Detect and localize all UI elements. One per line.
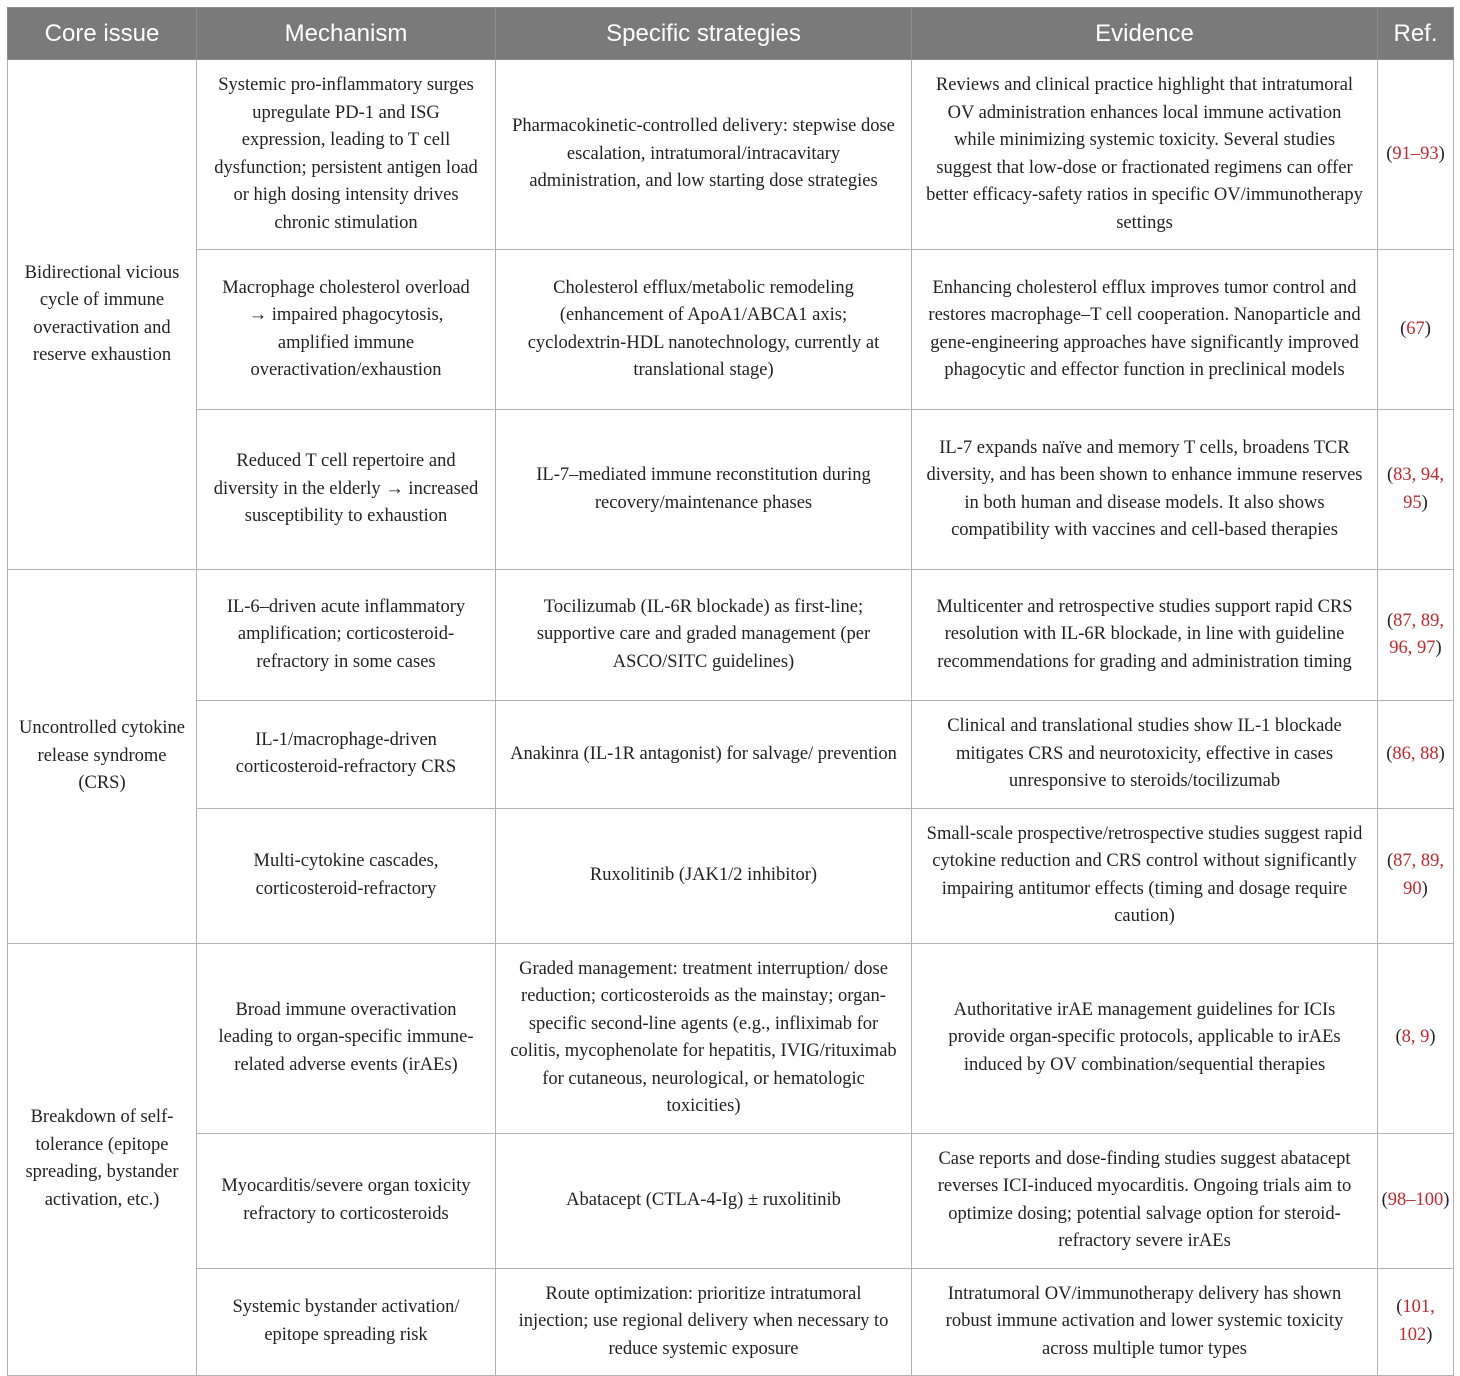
- table-row: [8, 943, 1454, 1133]
- core-issue-cell: Bidirectional vicious cycle of immune overactivation and reserve exhaustion: [8, 60, 197, 570]
- mechanism-cell: Broad immune overactivation leading to organ-specific immune-related adverse events (irAEs): [197, 943, 496, 1133]
- mechanism-cell: Systemic bystander activation/ epitope spreading risk: [197, 1268, 496, 1376]
- ref-cell: [1378, 410, 1454, 570]
- ref-close: ): [1438, 743, 1445, 764]
- strategy-cell: Route optimization: prioritize intratumoral injection; use regional delivery when necessary to reduce systemic exposure: [496, 1268, 912, 1376]
- ref-cell: [1378, 808, 1454, 943]
- ref-close: ): [1438, 143, 1445, 164]
- strategy-cell: Tocilizumab (IL-6R blockade) as first-line; supportive care and graded management (per ASCO/SITC guidelines): [496, 570, 912, 701]
- mechanism-cell: Myocarditis/severe organ toxicity refractory to corticosteroids: [197, 1133, 496, 1268]
- ref-cell: [1378, 1133, 1454, 1268]
- header-evidence: Evidence: [912, 8, 1378, 60]
- ref-open: (: [1386, 851, 1394, 871]
- strategy-cell: Ruxolitinib (JAK1/2 inhibitor): [496, 808, 912, 943]
- table-row: [8, 701, 1454, 809]
- ref-open: (: [1386, 610, 1394, 631]
- evidence-cell: Enhancing cholesterol efflux improves tumor control and restores macrophage–T cell cooperation. Nanoparticle and gene-engineering approaches have significantly improved phagocytic and effector function in preclinical models: [912, 250, 1378, 410]
- ref-link[interactable]: 98–100: [1387, 1189, 1444, 1210]
- strategies-table: [7, 7, 1454, 1376]
- evidence-cell: Small-scale prospective/retrospective studies suggest rapid cytokine reduction and CRS control without significantly impairing antitumor effects (timing and dosage require caution): [912, 808, 1378, 943]
- ref-open: (: [1381, 1189, 1388, 1210]
- strategy-cell: Abatacept (CTLA-4-Ig) ± ruxolitinib: [496, 1133, 912, 1268]
- evidence-cell: Reviews and clinical practice highlight that intratumoral OV administration enhances local immune activation while minimizing systemic toxicity. Several studies suggest that low-dose or fractionated regimens can offer better efficacy-safety ratios in specific OV/immunotherapy settings: [912, 60, 1378, 250]
- ref-open: (: [1396, 1297, 1403, 1318]
- ref-close: ): [1435, 638, 1442, 658]
- table-row: [8, 570, 1454, 701]
- mechanism-cell: Systemic pro-inflammatory surges upregulate PD-1 and ISG expression, leading to T cell dysfunction; persistent antigen load or high dosing intensity drives chronic stimulation: [197, 60, 496, 250]
- core-issue-cell: Uncontrolled cytokine release syndrome (CRS): [8, 570, 197, 944]
- ref-open: (: [1395, 1027, 1402, 1048]
- table-row: [8, 808, 1454, 943]
- strategy-cell: Pharmacokinetic-controlled delivery: stepwise dose escalation, intratumoral/intracavitary administration, and low starting dose strategies: [496, 60, 912, 250]
- header-mechanism: Mechanism: [197, 8, 496, 60]
- header-strategies: Specific strategies: [496, 8, 912, 60]
- ref-cell: [1378, 250, 1454, 410]
- ref-link[interactable]: 87, 89, 96, 97: [1389, 610, 1445, 658]
- mechanism-cell: Macrophage cholesterol overload → impaired phagocytosis, amplified immune overactivation/exhaustion: [197, 250, 496, 410]
- strategy-cell: IL-7–mediated immune reconstitution during recovery/maintenance phases: [496, 410, 912, 570]
- header-core-issue: Core issue: [8, 8, 197, 60]
- ref-link[interactable]: 67: [1406, 318, 1425, 339]
- evidence-cell: Intratumoral OV/immunotherapy delivery has shown robust immune activation and lower systemic toxicity across multiple tumor types: [912, 1268, 1378, 1376]
- ref-cell: [1378, 1268, 1454, 1376]
- ref-cell: [1378, 943, 1454, 1133]
- evidence-cell: Clinical and translational studies show IL-1 blockade mitigates CRS and neurotoxicity, effective in cases unresponsive to steroids/tocilizumab: [912, 701, 1378, 809]
- mechanism-cell: IL-1/macrophage-driven corticosteroid-refractory CRS: [197, 701, 496, 809]
- ref-close: ): [1424, 318, 1431, 339]
- mechanism-cell: Reduced T cell repertoire and diversity in the elderly → increased susceptibility to exhaustion: [197, 410, 496, 570]
- table-row: [8, 60, 1454, 250]
- ref-close: ): [1421, 492, 1428, 513]
- ref-close: ): [1429, 1027, 1436, 1048]
- evidence-cell: Case reports and dose-finding studies suggest abatacept reverses ICI-induced myocarditis. Ongoing trials aim to optimize dosing; potential salvage option for steroid-refractory severe irAEs: [912, 1133, 1378, 1268]
- ref-open: (: [1386, 143, 1393, 164]
- mechanism-cell: Multi-cytokine cascades, corticosteroid-refractory: [197, 808, 496, 943]
- ref-close: ): [1426, 1324, 1433, 1345]
- mechanism-cell: IL-6–driven acute inflammatory amplification; corticosteroid-refractory in some cases: [197, 570, 496, 701]
- ref-link[interactable]: 101, 102: [1398, 1297, 1435, 1345]
- header-row: [8, 8, 1454, 60]
- ref-open: (: [1400, 318, 1407, 339]
- ref-open: (: [1386, 743, 1393, 764]
- ref-link[interactable]: 8, 9: [1401, 1027, 1430, 1048]
- evidence-cell: IL-7 expands naïve and memory T cells, broadens TCR diversity, and has been shown to enhance immune reserves in both human and disease models. It also shows compatibility with vaccines and cell-based therapies: [912, 410, 1378, 570]
- ref-cell: [1378, 60, 1454, 250]
- table-row: [8, 1268, 1454, 1376]
- ref-open: (: [1386, 465, 1394, 485]
- header-ref: Ref.: [1378, 8, 1454, 60]
- table-row: [8, 250, 1454, 410]
- evidence-cell: Authoritative irAE management guidelines for ICIs provide organ-specific protocols, applicable to irAEs induced by OV combination/sequential therapies: [912, 943, 1378, 1133]
- ref-link[interactable]: 91–93: [1392, 143, 1439, 164]
- ref-close: ): [1443, 1189, 1450, 1210]
- core-issue-cell: Breakdown of self-tolerance (epitope spreading, bystander activation, etc.): [8, 943, 197, 1376]
- ref-cell: [1378, 701, 1454, 809]
- ref-close: ): [1421, 878, 1428, 899]
- strategy-cell: Anakinra (IL-1R antagonist) for salvage/ prevention: [496, 701, 912, 809]
- ref-link[interactable]: 87, 89, 90: [1393, 851, 1445, 899]
- ref-link[interactable]: 86, 88: [1392, 743, 1439, 764]
- table-row: [8, 1133, 1454, 1268]
- strategy-cell: Graded management: treatment interruption/ dose reduction; corticosteroids as the mainstay; organ-specific second-line agents (e.g., infliximab for colitis, mycophenolate for hepatitis, IVIG/rituximab for cutaneous, neurological, or hematologic toxicities): [496, 943, 912, 1133]
- ref-link[interactable]: 83, 94, 95: [1393, 465, 1445, 513]
- strategy-cell: Cholesterol efflux/metabolic remodeling (enhancement of ApoA1/ABCA1 axis; cyclodextrin-HDL nanotechnology, currently at translational stage): [496, 250, 912, 410]
- table-row: [8, 410, 1454, 570]
- ref-cell: [1378, 570, 1454, 701]
- evidence-cell: Multicenter and retrospective studies support rapid CRS resolution with IL-6R blockade, in line with guideline recommendations for grading and administration timing: [912, 570, 1378, 701]
